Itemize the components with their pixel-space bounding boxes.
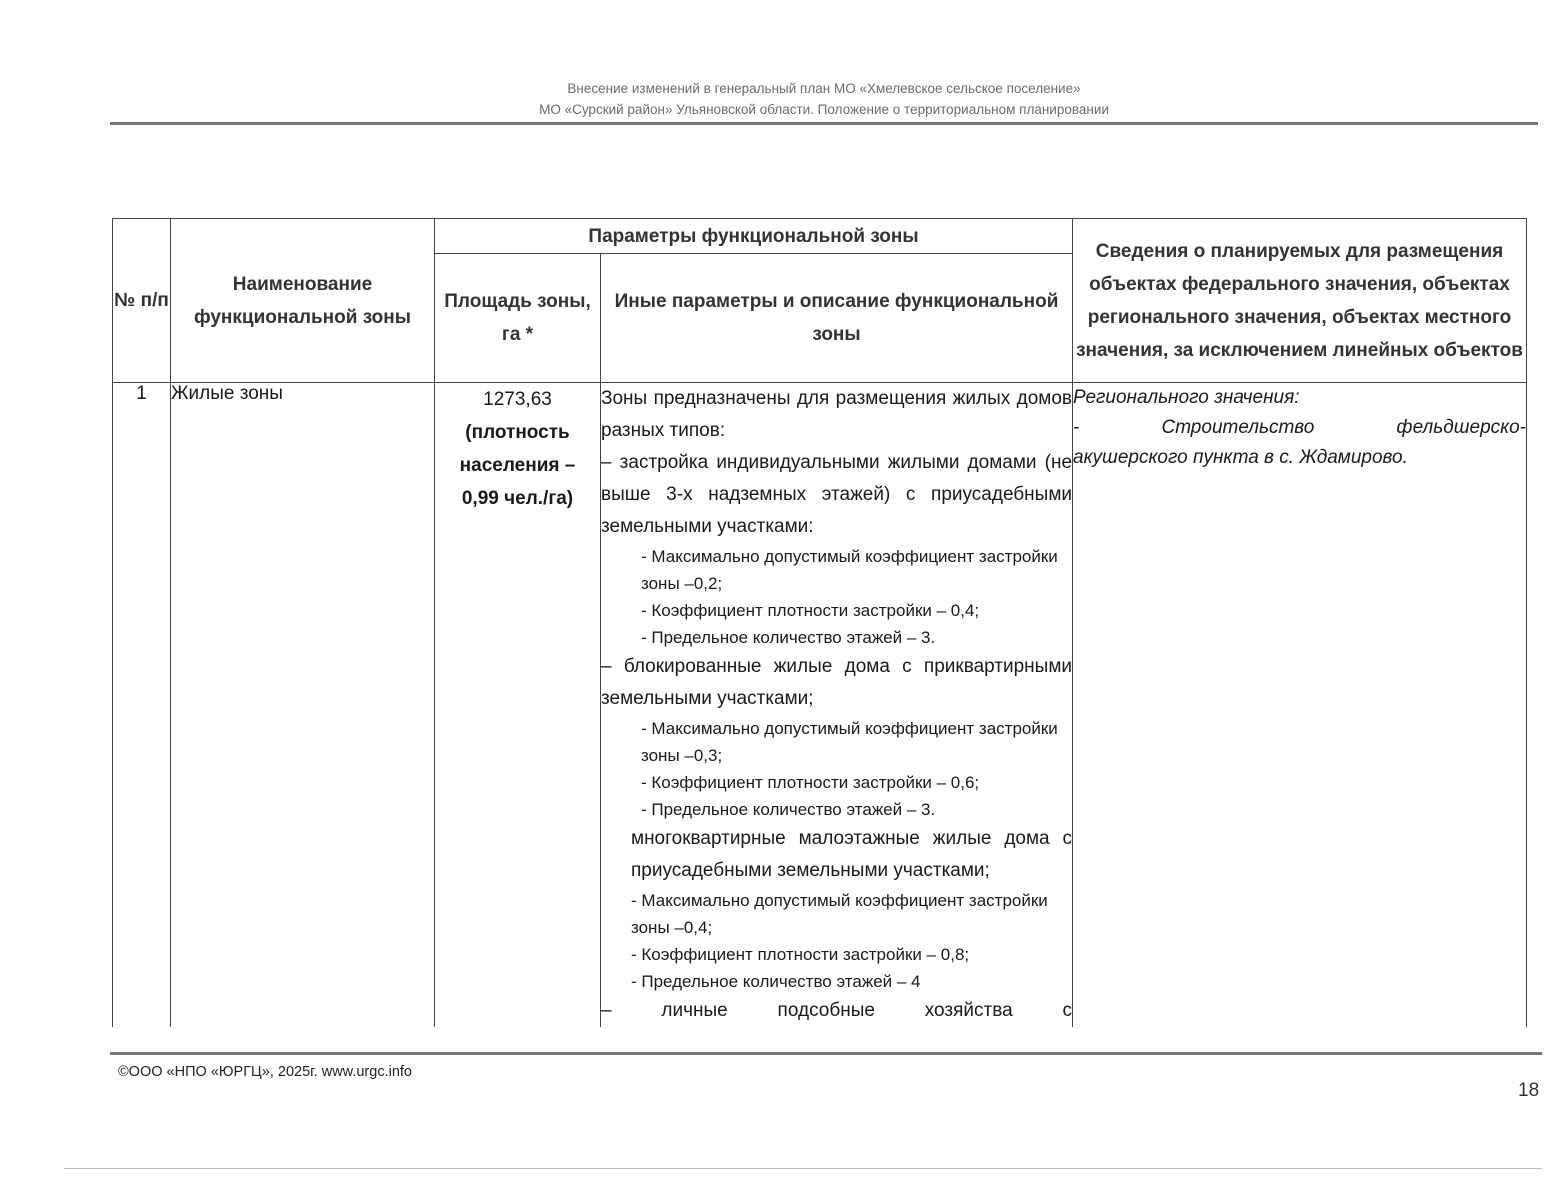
table-row	[113, 383, 1527, 1028]
header-cell-area: Площадь зоны, га *	[435, 254, 601, 383]
description-item: - Предельное количество этажей – 3.	[641, 628, 936, 647]
description-item: - Коэффициент плотности застройки – 0,8;	[631, 945, 970, 964]
description-item: - Коэффициент плотности застройки – 0,4;	[641, 601, 980, 620]
footer-copyright: ©ООО «НПО «ЮРГЦ», 2025г. www.urgc.info	[118, 1064, 412, 1080]
header-divider	[110, 122, 1538, 125]
description-group-blocked: – блокированные жилые дома с приквартирными земельными участками;	[601, 656, 1073, 709]
description-item: - Максимально допустимый коэффициент застройки зоны –0,4;	[631, 891, 1048, 937]
row-number: 1	[113, 383, 171, 1028]
planned-object-item-start: - Строительство фельдшерско-	[1073, 417, 1527, 438]
planned-object-item-end: акушерского пункта в с. Ждамирово.	[1073, 447, 1408, 468]
description-item: - Максимально допустимый коэффициент застройки зоны –0,3;	[641, 719, 1058, 765]
zone-area-cell	[435, 383, 601, 1028]
header-line-2: МО «Сурский район» Ульяновской области. Положение о территориальном планировании	[539, 102, 1109, 117]
description-intro: Зоны предназначены для размещения жилых домов разных типов:	[601, 388, 1073, 441]
page-bottom-edge	[64, 1168, 1542, 1169]
document-header	[110, 78, 1538, 120]
zone-population-density: (плотность населения – 0,99 чел./га)	[459, 422, 576, 509]
zone-area-value: 1273,63	[483, 389, 552, 410]
description-item: - Коэффициент плотности застройки – 0,6;	[641, 773, 980, 792]
header-cell-zone-name: Наименование функциональной зоны	[171, 219, 435, 383]
zones-table	[112, 218, 1527, 1027]
description-item: - Максимально допустимый коэффициент застройки зоны –0,2;	[641, 547, 1058, 593]
zone-name: Жилые зоны	[171, 383, 435, 1028]
header-line-1: Внесение изменений в генеральный план МО «Хмелевское сельское поселение»	[567, 81, 1081, 96]
description-item: - Предельное количество этажей – 3.	[641, 800, 936, 819]
footer-divider	[110, 1052, 1542, 1055]
planned-objects	[1073, 383, 1527, 1028]
header-cell-other-parameters: Иные параметры и описание функциональной зоны	[601, 254, 1073, 383]
description-group-individual: – застройка индивидуальными жилыми домами (не выше 3-х надземных этажей) с приусадебными земельными участками:	[601, 452, 1073, 537]
header-cell-planned-objects: Сведения о планируемых для размещения объектах федерального значения, объектах регионального значения, объектах местного значения, за исключением линейных объектов	[1073, 219, 1527, 383]
description-group-multi-apartment: многоквартирные малоэтажные жилые дома с приусадебными земельными участками;	[631, 828, 1073, 881]
description-group-household: – личные подсобные хозяйства с	[601, 1000, 1073, 1021]
zone-description	[601, 383, 1073, 1028]
header-cell-number: № п/п	[113, 219, 171, 383]
description-item: - Предельное количество этажей – 4	[631, 972, 921, 991]
planned-objects-heading: Регионального значения:	[1073, 387, 1300, 408]
page-number: 18	[1518, 1080, 1540, 1101]
header-cell-zone-parameters: Параметры функциональной зоны	[435, 219, 1073, 254]
planned-object-item	[1073, 413, 1526, 473]
